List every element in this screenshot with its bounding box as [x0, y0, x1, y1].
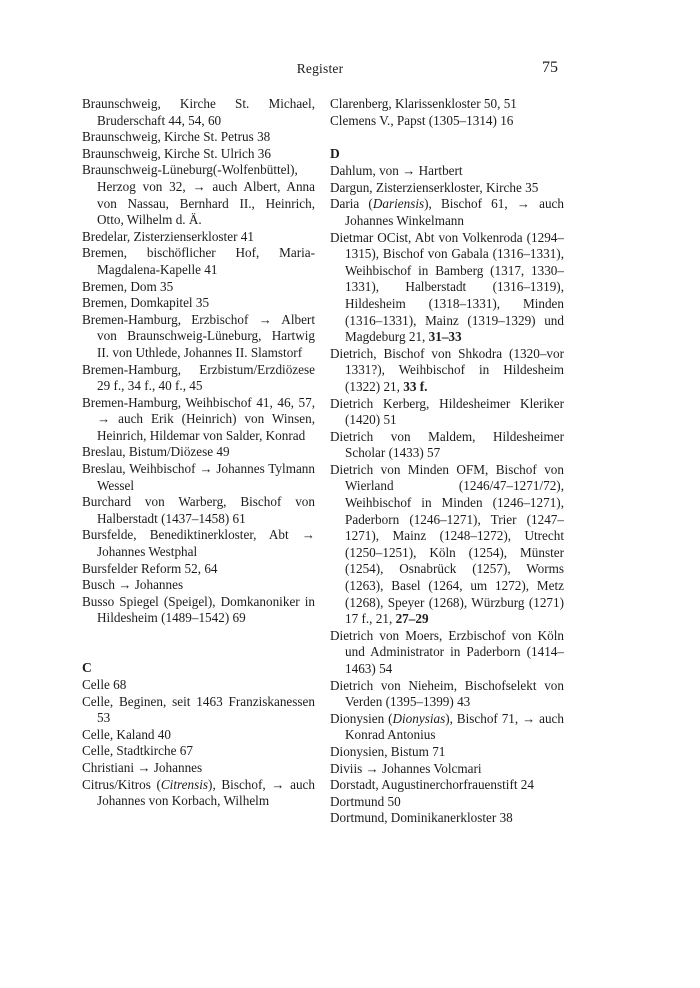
page-header — [82, 61, 558, 81]
index-entry: Dorstadt, Augustinerchorfrauenstift 24 — [330, 777, 534, 793]
entries-b — [82, 96, 315, 627]
index-column-left — [82, 96, 315, 810]
index-entry: Dietrich Kerberg, Hildesheimer Kleriker (1420) 51 — [330, 395, 564, 428]
index-entry: Diviis → Johannes Volcmari — [330, 760, 482, 776]
index-entry: Dionysien, Bistum 71 — [330, 743, 446, 759]
index-entry: Dortmund 50 — [330, 793, 401, 809]
running-head: Register — [296, 61, 344, 76]
index-entry: Dietrich, Bischof von Shkodra (1320–vor 1331?), Weihbischof in Hildesheim (1322) 21, 33 f. — [330, 345, 564, 394]
index-entry: Breslau, Bistum/Diözese 49 — [82, 444, 230, 460]
entries-c — [82, 677, 315, 810]
index-entry: Busch → Johannes — [82, 577, 184, 593]
section-letter-d: D — [330, 146, 340, 162]
index-entry: Dahlum, von → Hartbert — [330, 163, 463, 179]
page-number: 75 — [542, 59, 558, 76]
index-entry: Clarenberg, Klarissenkloster 50, 51 — [330, 96, 517, 111]
index-entry: Bremen, Domkapitel 35 — [82, 295, 210, 311]
index-entry: Bursfelder Reform 52, 64 — [82, 560, 218, 576]
index-entry: Bremen-Hamburg, Weihbischof 41, 46, 57, → auch Erik (Heinrich) von Winsen, Heinrich, Hildemar von Salder, Konrad — [82, 394, 315, 443]
index-entry: Dietrich von Moers, Erzbischof von Köln und Administrator in Paderborn (1414–1463) 54 — [330, 627, 564, 676]
index-entry: Dortmund, Dominikanerkloster 38 — [330, 810, 513, 826]
index-entry: Christiani → Johannes — [82, 759, 203, 775]
index-entry: Dargun, Zisterzienserkloster, Kirche 35 — [330, 179, 539, 195]
index-entry: Citrus/Kitros (Citrensis), Bischof, → auch Johannes von Korbach, Wilhelm — [82, 776, 316, 809]
section-gap — [82, 627, 315, 660]
entries-d — [330, 163, 564, 827]
index-entry: Daria (Dariensis), Bischof 61, → auch Johannes Winkelmann — [330, 196, 564, 228]
index-entry: Braunschweig-Lüneburg(-Wolfenbüttel), Herzog von 32, → auch Albert, Anna von Nassau, Bernhard II., Heinrich, Otto, Wilhelm d. Ä. — [82, 162, 315, 228]
index-entry: Burchard von Warberg, Bischof von Halberstadt (1437–1458) 61 — [82, 494, 315, 526]
index-entry: Dionysien (Dionysias), Bischof 71, → auch Konrad Antonius — [330, 710, 565, 743]
index-entry: Bremen, bischöflicher Hof, Maria-Magdalena-Kapelle 41 — [82, 245, 315, 277]
index-entry: Dietrich von Nieheim, Bischofselekt von Verden (1395–1399) 43 — [330, 677, 564, 710]
index-entry: Dietrich von Minden OFM, Bischof von Wierland (1246/47–1271/72), Weihbischof in Minden (1246–1271), Paderborn (1246–1271), Trier (1247–1271), Mainz (1248–1272), Utrecht (1250–1251), Köln (1254), Münster (1254), Osnabrück (1257), Worms (1263), Basel (1264, um 1272), Metz (1268), Speyer (1268), Würzburg (1271) 17 f., 21, 27–29 — [330, 461, 564, 627]
index-entry: Dietrich von Maldem, Hildesheimer Scholar (1433) 57 — [330, 428, 564, 461]
index-entry: Celle, Kaland 40 — [82, 726, 171, 742]
index-entry: Braunschweig, Kirche St. Ulrich 36 — [82, 145, 271, 161]
index-entry: Celle, Stadtkirche 67 — [82, 743, 193, 759]
index-entry: Braunschweig, Kirche St. Petrus 38 — [82, 129, 271, 145]
index-entry: Bredelar, Zisterzienserkloster 41 — [82, 228, 254, 244]
index-entry: Dietmar OCist, Abt von Volkenroda (1294–1315), Bischof von Gabala (1316–1331), Weihbischof in Bamberg (1317, 1330–1331), Halberstadt (1316–1319), Hildesheim (1318–1331), Minden (1316–1331), Mainz (1319–1329) und Magdeburg 21, 31–33 — [330, 229, 564, 345]
index-entry: Busso Spiegel (Speigel), Domkanoniker in Hildesheim (1489–1542) 69 — [82, 593, 315, 626]
index-entry: Bursfelde, Benediktinerkloster, Abt → Johannes Westphal — [82, 527, 315, 560]
index-column-right — [330, 96, 564, 827]
index-entry: Bremen, Dom 35 — [82, 278, 174, 294]
index-entry: Celle, Beginen, seit 1463 Franziskanessen 53 — [82, 693, 315, 726]
index-entry: Clemens V., Papst (1305–1314) 16 — [330, 112, 514, 128]
section-gap — [330, 129, 564, 146]
index-entry: Bremen-Hamburg, Erzbischof → Albert von Braunschweig-Lüneburg, Hartwig II. von Uthlede, Johannes II. Slamstorf — [82, 311, 315, 360]
index-entry: Celle 68 — [82, 677, 127, 692]
entries-c-continued — [330, 96, 564, 129]
index-entry: Braunschweig, Kirche St. Michael, Bruderschaft 44, 54, 60 — [82, 96, 315, 128]
index-entry: Breslau, Weihbischof → Johannes Tylmann Wessel — [82, 461, 315, 493]
section-letter-c: C — [82, 660, 92, 675]
index-entry: Bremen-Hamburg, Erzbistum/Erzdiözese 29 f., 34 f., 40 f., 45 — [82, 361, 315, 394]
